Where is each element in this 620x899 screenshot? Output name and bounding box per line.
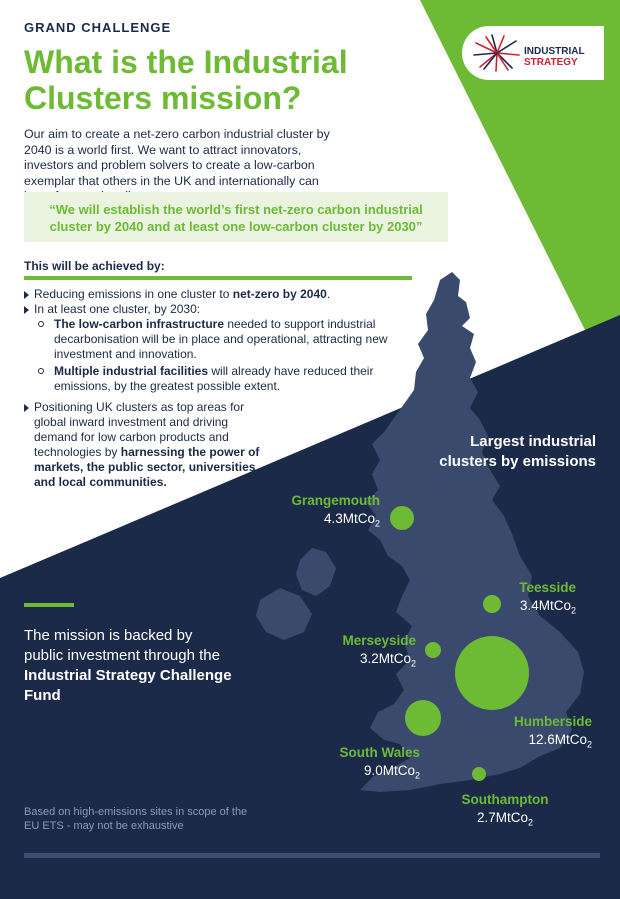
footnote: Based on high-emissions sites in scope of the EU ETS - may not be exhaustive xyxy=(24,806,248,832)
south-wales-marker xyxy=(405,700,441,736)
cluster-label-humberside: Humberside 12.6MtCo$_2$ xyxy=(513,714,592,750)
bullet-item: In at least one cluster, by 2030: xyxy=(24,302,392,317)
merseyside-marker xyxy=(425,642,441,658)
bullet-item: Reducing emissions in one cluster to net-zero by 2040. xyxy=(24,287,392,302)
circle-bullet-icon xyxy=(38,321,44,327)
bottom-divider xyxy=(24,853,600,858)
quote-box: “We will establish the world’s first net-zero carbon industrial cluster by 2040 and at least one low-carbon cluster by 2030” xyxy=(24,192,448,242)
logo-line-2: STRATEGY xyxy=(524,57,578,68)
logo-text xyxy=(524,46,585,68)
logo-line-1: INDUSTRIAL xyxy=(524,46,585,57)
cluster-label-south-wales: South Wales 9.0MtCo$_2$ xyxy=(339,745,420,781)
sub-bullet-item: The low-carbon infrastructure needed to support industrial decarbonisation will be in place and operational, attracting new investment and innovation. xyxy=(24,317,392,362)
humberside-marker xyxy=(455,636,529,710)
short-divider xyxy=(24,603,74,607)
sub-bullet-item: Multiple industrial facilities will already have reduced their emissions, by the greatest possible extent. xyxy=(24,364,392,394)
achieved-heading: This will be achieved by: xyxy=(24,259,165,273)
grangemouth-marker xyxy=(390,506,414,530)
triangle-bullet-icon xyxy=(24,306,29,314)
intro-paragraph: Our aim to create a net-zero carbon industrial cluster by 2040 is a world first. We want to attract innovators, investors and problem solvers to create a low-carbon exemplar that others in the UK and internationally can xyxy=(24,127,330,188)
cluster-label-southampton: Southampton 2.7MtCo$_2$ xyxy=(461,792,549,828)
cluster-label-grangemouth: Grangemouth 4.3MtCo$_2$ xyxy=(291,493,380,529)
kicker: GRAND CHALLENGE xyxy=(24,20,172,35)
circle-bullet-icon xyxy=(38,368,44,374)
southampton-marker xyxy=(472,767,486,781)
page-title: What is the Industrial Clusters mission? xyxy=(24,44,348,116)
cluster-label-merseyside: Merseyside 3.2MtCo$_2$ xyxy=(342,633,416,669)
mission-statement: The mission is backed by public investment through the Industrial Strategy Challenge Fund xyxy=(24,627,232,704)
bullet-item: Positioning UK clusters as top areas for global inward investment and driving demand for low carbon products and technologies by harnessing the power of markets, the public sector, universities and local communities. xyxy=(24,400,274,490)
starburst-icon xyxy=(472,33,522,73)
triangle-bullet-icon xyxy=(24,291,29,299)
map-title: Largest industrial clusters by emissions xyxy=(439,433,596,470)
triangle-bullet-icon xyxy=(24,404,29,412)
bullet-list xyxy=(24,287,392,490)
divider xyxy=(24,276,412,280)
cluster-label-teesside: Teesside 3.4MtCo$_2$ xyxy=(519,580,576,616)
